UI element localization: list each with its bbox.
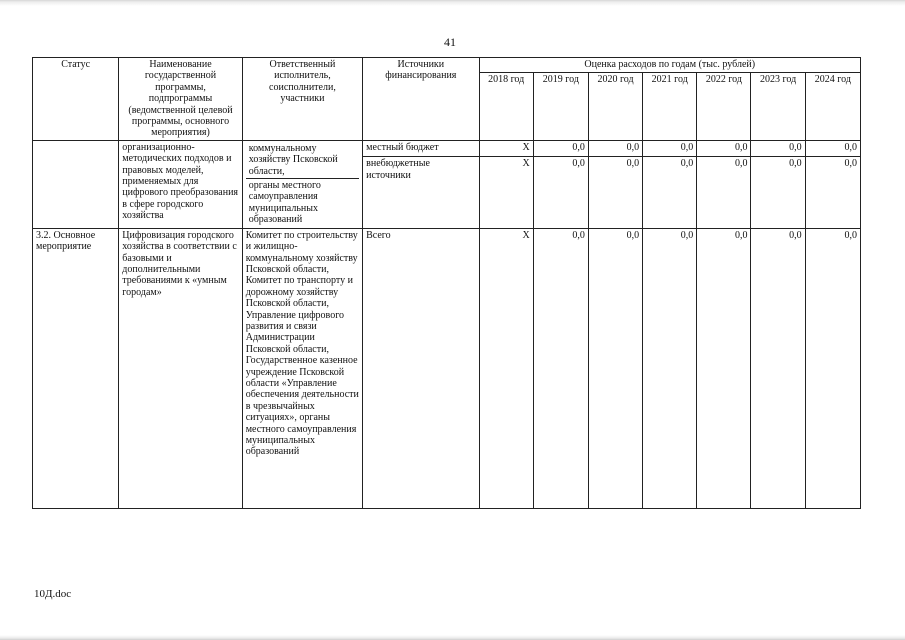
value-cell: 0,0 [805,228,860,508]
header-row [33,58,861,73]
header-executor: Ответственный исполнитель, соисполнители, участники [242,58,362,141]
status-cell-empty [33,140,119,228]
value-cell: 0,0 [643,157,697,229]
executor-cell: Комитет по строительству и жилищно-коммунальному хозяйству Псковской области, Комитет по транспорту и дорожному хозяйству Псковской области, Управление цифрового развития и связи Администрации Псковской области, Государственное казенное учреждение Псковской области «Управление обеспечения деятельности в чрезвычайных ситуациях», органы местного самоуправления муниципальных образований [242,228,362,508]
value-cell: 0,0 [588,228,642,508]
executor-text: органы местного самоуправления муниципальных образований [246,178,359,227]
value-cell: 0,0 [751,140,805,156]
header-year: 2019 год [533,73,588,141]
table-row [33,140,861,156]
value-cell: 0,0 [751,228,805,508]
table-row [33,228,861,508]
source-cell: внебюджетные источники [363,157,479,229]
value-cell: X [479,157,533,229]
value-cell: 0,0 [751,157,805,229]
executor-cell [242,140,362,228]
value-cell: 0,0 [643,228,697,508]
value-cell: 0,0 [805,157,860,229]
value-cell: 0,0 [697,140,751,156]
value-cell: 0,0 [533,140,588,156]
value-cell: 0,0 [697,228,751,508]
header-year: 2024 год [805,73,860,141]
header-year: 2022 год [697,73,751,141]
value-cell: X [479,228,533,508]
value-cell: 0,0 [588,157,642,229]
program-name-cell: Цифровизация городского хозяйства в соответствии с базовыми и дополнительными требованиями к «умным городам» [119,228,242,508]
header-sources: Источники финансирования [363,58,479,141]
value-cell: 0,0 [643,140,697,156]
value-cell: 0,0 [533,157,588,229]
header-year: 2023 год [751,73,805,141]
scan-edge-bottom [0,634,905,640]
file-name-footer: 10Д.doc [34,588,72,600]
budget-table [32,57,861,509]
header-year: 2020 год [588,73,642,141]
header-year: 2021 год [643,73,697,141]
scan-edge-top [0,0,905,8]
header-program-name: Наименование государственной программы, подпрограммы (ведомственной целевой программы, основного мероприятия) [119,58,242,141]
header-estimate: Оценка расходов по годам (тыс. рублей) [479,58,860,73]
program-name-cell: организационно-методических подходов и правовых моделей, применяемых для цифрового преобразования в сфере городского хозяйства [119,140,242,228]
value-cell: 0,0 [697,157,751,229]
header-year: 2018 год [479,73,533,141]
source-cell: местный бюджет [363,140,479,156]
value-cell: 0,0 [588,140,642,156]
value-cell: 0,0 [805,140,860,156]
source-cell: Всего [363,228,479,508]
executor-text: коммунальному хозяйству Псковской области, [248,142,338,177]
page-number: 41 [444,35,456,49]
status-cell: 3.2. Основное мероприятие [33,228,119,508]
value-cell: X [479,140,533,156]
header-status: Статус [33,58,119,141]
value-cell: 0,0 [533,228,588,508]
